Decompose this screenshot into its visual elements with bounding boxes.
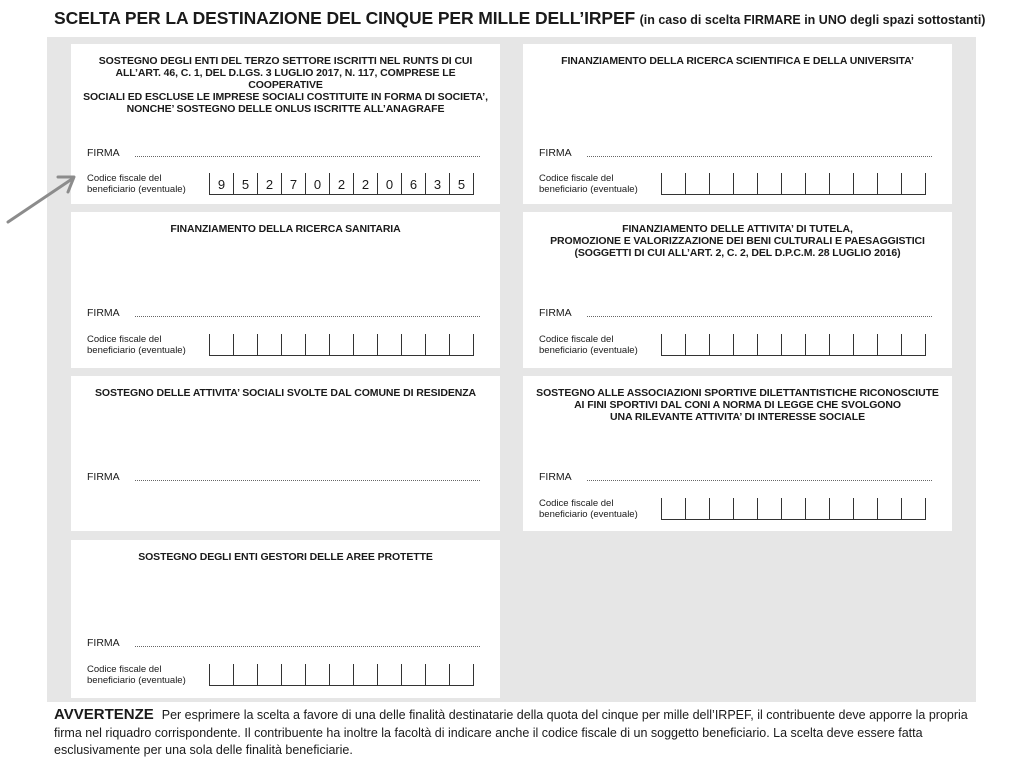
page-subtitle: (in caso di scelta FIRMARE in UNO degli spazi sottostanti) [639,13,986,27]
box-title: FINANZIAMENTO DELLA RICERCA SANITARIA [170,223,401,235]
codice-fiscale-field[interactable] [209,173,474,195]
codice-fiscale-digit: 2 [265,177,274,192]
firma-row [87,305,480,319]
codice-fiscale-cell[interactable] [210,664,234,686]
box-title: SOSTEGNO DEGLI ENTI DEL TERZO SETTORE ISCRITTI NEL RUNTS DI CUI ALL’ART. 46, C. 1, DEL D.LGS. 3 LUGLIO 2017, N. 117, COMPRESE LE COOPERATIVE SOCIALI ED ESCLUSE LE IMPRESE SOCIALI COSTITUITE IN FORMA DI SOCIETA’, NONCHE’ SOSTEGNO DELLE ONLUS ISCRITTE ALL’ANAGRAFE [83,55,488,115]
codice-fiscale-cell[interactable] [330,664,354,686]
codice-fiscale-cell[interactable] [450,173,474,195]
firma-label: FIRMA [87,147,120,159]
codice-fiscale-digit: 7 [289,177,298,192]
codice-fiscale-cell[interactable] [662,334,686,356]
box-title: SOSTEGNO DELLE ATTIVITA’ SOCIALI SVOLTE DAL COMUNE DI RESIDENZA [94,387,477,399]
codice-fiscale-cell[interactable] [878,498,902,520]
box-title: FINANZIAMENTO DELLE ATTIVITA’ DI TUTELA, PROMOZIONE E VALORIZZAZIONE DEI BENI CULTURALI E PAESAGGISTICI (SOGGETTI DI CUI ALL’ART. 2, C. 2, DEL D.P.C.M. 28 LUGLIO 2016) [550,223,925,259]
codice-fiscale-cell[interactable] [354,334,378,356]
firma-label: FIRMA [539,147,572,159]
signature-field[interactable] [135,638,480,647]
codice-fiscale-digit: 6 [409,177,418,192]
avvertenze-note [54,706,984,760]
codice-fiscale-field[interactable] [209,664,474,686]
codice-fiscale-cell[interactable] [758,173,782,195]
codice-fiscale-digit: 3 [433,177,442,192]
codice-fiscale-cell[interactable] [878,173,902,195]
signature-field[interactable] [587,148,932,157]
firma-label: FIRMA [539,471,572,483]
codice-fiscale-cell[interactable] [378,664,402,686]
codice-fiscale-cell[interactable] [806,173,830,195]
box-beni-culturali [523,212,952,368]
codice-fiscale-label: Codice fiscale del beneficiario (eventuale) [539,498,638,520]
firma-row [87,635,480,649]
codice-fiscale-cell[interactable] [234,334,258,356]
codice-fiscale-cell[interactable] [686,173,710,195]
codice-fiscale-cell[interactable] [306,173,330,195]
codice-fiscale-cell[interactable] [306,664,330,686]
codice-fiscale-row [87,169,474,195]
codice-fiscale-cell[interactable] [402,173,426,195]
codice-fiscale-cell[interactable] [710,498,734,520]
codice-fiscale-digit: 2 [361,177,370,192]
codice-fiscale-field[interactable] [661,173,926,195]
codice-fiscale-cell[interactable] [426,173,450,195]
signature-field[interactable] [587,472,932,481]
codice-fiscale-cell[interactable] [210,334,234,356]
codice-fiscale-cell[interactable] [902,173,926,195]
codice-fiscale-cell[interactable] [354,173,378,195]
codice-fiscale-cell[interactable] [426,334,450,356]
codice-fiscale-cell[interactable] [330,173,354,195]
codice-fiscale-cell[interactable] [330,334,354,356]
signature-field[interactable] [135,148,480,157]
codice-fiscale-cell[interactable] [258,173,282,195]
codice-fiscale-cell[interactable] [902,498,926,520]
choices-panel [47,37,976,702]
box-ricerca-sanitaria [71,212,500,368]
firma-row [539,305,932,319]
codice-fiscale-row [87,330,474,356]
codice-fiscale-cell[interactable] [282,173,306,195]
firma-label: FIRMA [87,637,120,649]
firma-label: FIRMA [87,307,120,319]
codice-fiscale-cell[interactable] [758,334,782,356]
codice-fiscale-cell[interactable] [378,173,402,195]
codice-fiscale-digit: 0 [385,177,394,192]
page-title: SCELTA PER LA DESTINAZIONE DEL CINQUE PER MILLE DELL’IRPEF [54,8,636,28]
firma-row [87,145,480,159]
codice-fiscale-cell[interactable] [662,173,686,195]
codice-fiscale-cell[interactable] [878,334,902,356]
firma-row [539,469,932,483]
firma-label: FIRMA [87,471,120,483]
codice-fiscale-cell[interactable] [782,173,806,195]
codice-fiscale-cell[interactable] [854,334,878,356]
codice-fiscale-cell[interactable] [282,334,306,356]
box-comune-residenza [71,376,500,531]
firma-row [539,145,932,159]
codice-fiscale-cell[interactable] [710,173,734,195]
codice-fiscale-cell[interactable] [234,173,258,195]
codice-fiscale-cell[interactable] [210,173,234,195]
codice-fiscale-digit: 9 [217,177,226,192]
codice-fiscale-label: Codice fiscale del beneficiario (eventuale) [539,173,638,195]
codice-fiscale-cell[interactable] [402,334,426,356]
box-associazioni-sportive [523,376,952,531]
codice-fiscale-cell[interactable] [830,173,854,195]
codice-fiscale-cell[interactable] [450,664,474,686]
codice-fiscale-digit: 5 [241,177,250,192]
codice-fiscale-cell[interactable] [378,334,402,356]
codice-fiscale-cell[interactable] [686,334,710,356]
codice-fiscale-label: Codice fiscale del beneficiario (eventuale) [87,334,186,356]
codice-fiscale-field[interactable] [209,334,474,356]
signature-field[interactable] [587,308,932,317]
codice-fiscale-cell[interactable] [450,334,474,356]
box-title: SOSTEGNO ALLE ASSOCIAZIONI SPORTIVE DILETTANTISTICHE RICONOSCIUTE AI FINI SPORTIVI DAL CONI A NORMA DI LEGGE CHE SVOLGONO UNA RILEVANTE ATTIVITA’ DI INTERESSE SOCIALE [536,387,939,423]
form-title [54,8,984,34]
avvertenze-heading: AVVERTENZE [54,706,154,723]
codice-fiscale-label: Codice fiscale del beneficiario (eventuale) [87,173,186,195]
arrow-icon [0,165,85,235]
codice-fiscale-cell[interactable] [902,334,926,356]
firma-label: FIRMA [539,307,572,319]
codice-fiscale-digit: 0 [313,177,322,192]
codice-fiscale-digit: 2 [337,177,346,192]
box-ricerca-universita [523,44,952,204]
codice-fiscale-cell[interactable] [830,498,854,520]
codice-fiscale-cell[interactable] [402,664,426,686]
codice-fiscale-cell[interactable] [854,173,878,195]
codice-fiscale-cell[interactable] [782,498,806,520]
box-terzo-settore [71,44,500,204]
codice-fiscale-cell[interactable] [830,334,854,356]
codice-fiscale-cell[interactable] [758,498,782,520]
box-aree-protette [71,540,500,698]
codice-fiscale-cell[interactable] [806,334,830,356]
codice-fiscale-cell[interactable] [734,173,758,195]
codice-fiscale-cell[interactable] [686,498,710,520]
codice-fiscale-cell[interactable] [734,334,758,356]
codice-fiscale-field[interactable] [661,334,926,356]
codice-fiscale-field[interactable] [661,498,926,520]
codice-fiscale-cell[interactable] [806,498,830,520]
codice-fiscale-cell[interactable] [782,334,806,356]
codice-fiscale-cell[interactable] [306,334,330,356]
signature-field[interactable] [135,472,480,481]
codice-fiscale-cell[interactable] [354,664,378,686]
codice-fiscale-cell[interactable] [282,664,306,686]
codice-fiscale-row [539,494,926,520]
codice-fiscale-cell[interactable] [662,498,686,520]
codice-fiscale-cell[interactable] [426,664,450,686]
firma-row [87,469,480,483]
codice-fiscale-cell[interactable] [258,334,282,356]
box-title: FINANZIAMENTO DELLA RICERCA SCIENTIFICA E DELLA UNIVERSITA’ [561,55,914,67]
codice-fiscale-cell[interactable] [734,498,758,520]
codice-fiscale-cell[interactable] [234,664,258,686]
signature-field[interactable] [135,308,480,317]
box-title: SOSTEGNO DEGLI ENTI GESTORI DELLE AREE PROTETTE [138,551,433,563]
codice-fiscale-row [539,169,926,195]
codice-fiscale-digit: 5 [457,177,466,192]
avvertenze-text: Per esprimere la scelta a favore di una delle finalità destinatarie della quota del cinque per mille dell’IRPEF, il contribuente deve apporre la propria firma nel riquadro corrispondente. Il contribuente ha inoltre la facoltà di indicare anche il codice fiscale di un soggetto beneficiario. La scelta deve essere fatta esclusivamente per una sola delle finalità beneficiarie. [54,708,968,757]
codice-fiscale-label: Codice fiscale del beneficiario (eventuale) [87,664,186,686]
codice-fiscale-row [87,660,474,686]
codice-fiscale-label: Codice fiscale del beneficiario (eventuale) [539,334,638,356]
codice-fiscale-cell[interactable] [854,498,878,520]
codice-fiscale-cell[interactable] [710,334,734,356]
codice-fiscale-row [539,330,926,356]
codice-fiscale-cell[interactable] [258,664,282,686]
